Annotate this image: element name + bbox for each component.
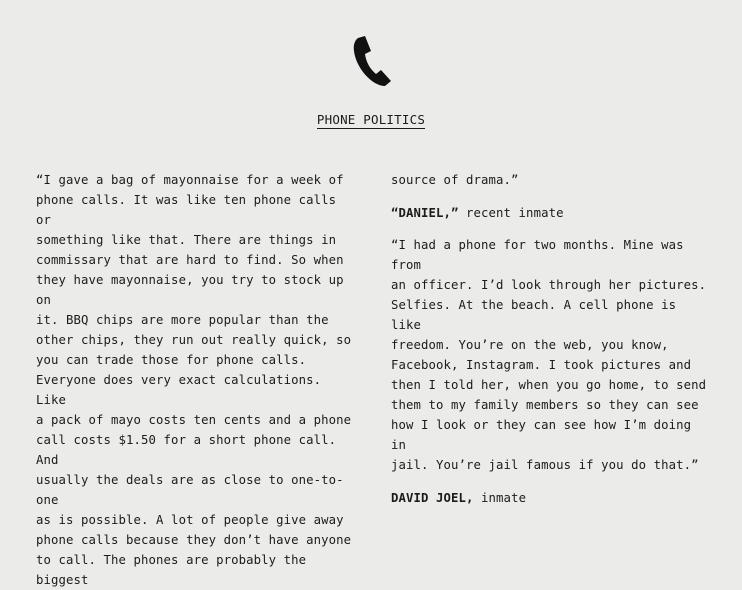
left-column: [36, 170, 358, 590]
phone-icon: [346, 34, 396, 88]
attribution-daniel-name: “DANIEL,”: [391, 206, 459, 220]
page-title-text: PHONE POLITICS: [316, 112, 426, 127]
attribution-david-joel: [391, 488, 711, 508]
attribution-david-joel-name: DAVID JOEL,: [391, 491, 474, 505]
right-column: [391, 170, 711, 508]
quote-daniel-text: “I gave a bag of mayonnaise for a week of phone calls. It was like ten phone calls or something like that. There are things in commissary that are hard to find. So when they have mayonnaise, you try to stock up on it. BBQ chips are more popular than the other chips, they run out really quick, so you can trade those for phone calls. Everyone does very exact calculations. Like a pack of mayo costs ten cents and a phone call costs $1.50 for a short phone call. And usually the deals are as close to one-to-one as is possible. A lot of people give away phone calls because they don’t have anyone to call. The phones are probably the biggest: [36, 173, 352, 587]
quote-daniel-continued: source of drama.”: [391, 173, 519, 187]
quote-david-joel-text: “I had a phone for two months. Mine was from an officer. I’d look through her pictures. Selfies. At the beach. A cell phone is like freedom. You’re on the web, you know, Facebook, Instagram. I took pictures and then I told her, when you go home, to send them to my family members so they can see how I look or they can see how I’m doing in jail. You’re jail famous if you do that.”: [391, 238, 707, 472]
attribution-daniel: [391, 203, 711, 223]
attribution-david-joel-role: inmate: [473, 491, 527, 505]
attribution-daniel-role: recent inmate: [458, 206, 564, 220]
page-title: [0, 112, 742, 128]
